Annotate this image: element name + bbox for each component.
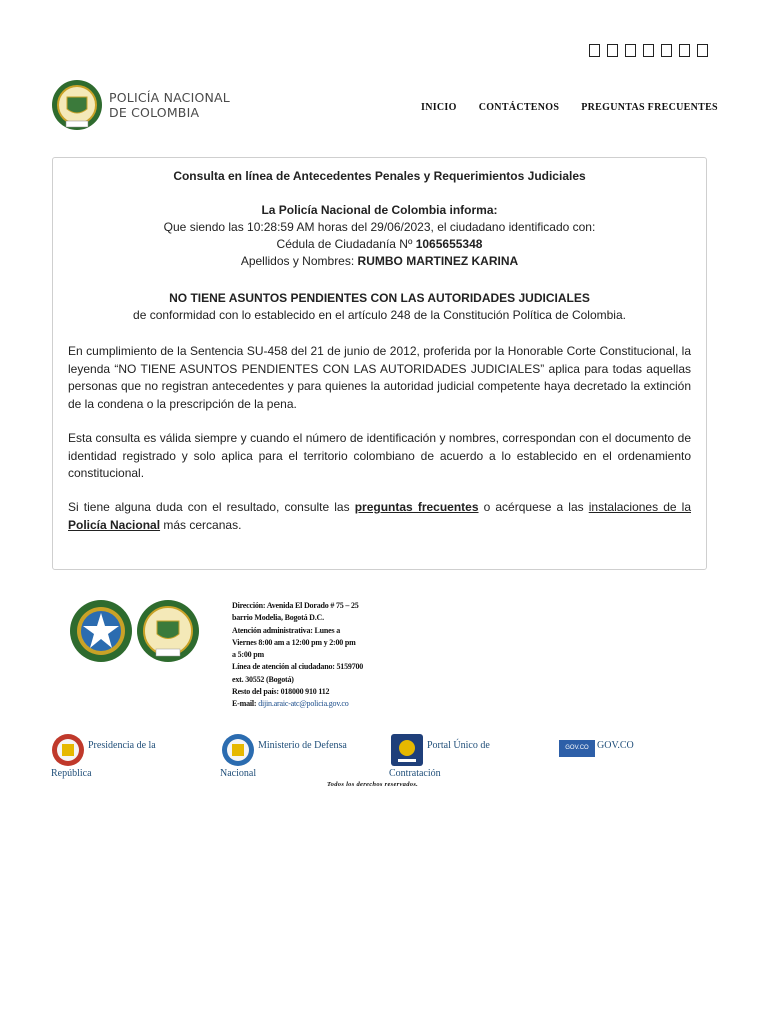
address-line: barrio Modelia, Bogotá D.C.: [232, 613, 324, 623]
missing-glyph-icon: [679, 44, 690, 57]
toolbar-glyphs: [589, 44, 708, 57]
mindefensa-label-1: Ministerio de Defensa: [258, 740, 347, 751]
para3-text-b: o acérquese a las: [478, 500, 589, 514]
footer-seals: [69, 599, 200, 663]
missing-glyph-icon: [661, 44, 672, 57]
id-number: 1065655348: [415, 237, 483, 251]
portal-label-1: Portal Único de: [427, 740, 490, 751]
missing-glyph-icon: [607, 44, 618, 57]
missing-glyph-icon: [643, 44, 654, 57]
nav-contactenos[interactable]: CONTÁCTENOS: [478, 102, 560, 113]
verdict-basis: de conformidad con lo establecido en el artículo 248 de la Constitución Política de Colombia.: [133, 308, 626, 322]
police-shield-seal-icon: [136, 599, 200, 663]
address-line: a 5:00 pm: [232, 650, 264, 660]
address-line: ext. 30552 (Bogotá): [232, 674, 294, 684]
presidencia-label-2: República: [51, 768, 92, 779]
missing-glyph-icon: [589, 44, 600, 57]
presidencia-seal-icon: [51, 733, 85, 767]
nav-inicio[interactable]: INICIO: [421, 102, 457, 113]
portal-contratacion-icon: [390, 733, 424, 767]
rights-reserved: Todos los derechos reservados.: [327, 781, 419, 788]
id-label: Cédula de Ciudadanía Nº: [276, 237, 416, 251]
address-line: Resto del país: 018000 910 112: [232, 687, 330, 697]
policia-nacional-link-text: Policía Nacional: [68, 517, 161, 532]
preguntas-frecuentes-link[interactable]: preguntas frecuentes: [354, 500, 479, 514]
result-title: Consulta en línea de Antecedentes Penales y Requerimientos Judiciales: [173, 169, 586, 183]
missing-glyph-icon: [625, 44, 636, 57]
informa-block: [53, 202, 706, 270]
paragraph-validez: Esta consulta es válida siempre y cuando el número de identificación y nombres, correspondan con el documento de identidad registrado y solo aplica para el territorio colombiano de acuerdo a lo establecido en el ordenamiento constitucional.: [68, 431, 691, 480]
presidencia-label-1: Presidencia de la: [88, 740, 156, 751]
informa-heading: La Policía Nacional de Colombia informa:: [261, 203, 498, 217]
address-line: Atención administrativa: Lunes a: [232, 625, 341, 635]
govco-label: GOV.CO: [597, 740, 634, 751]
paragraph-dudas: [68, 499, 691, 534]
para3-text-c: más cercanas.: [160, 517, 242, 532]
name-value: RUMBO MARTINEZ KARINA: [357, 254, 519, 268]
portal-label-2: Contratación: [389, 768, 441, 779]
instalaciones-link-text: instalaciones de la: [588, 500, 691, 514]
result-card: [52, 157, 707, 570]
contact-address: [232, 600, 377, 711]
dijin-star-seal-icon: [69, 599, 133, 663]
address-line: Dirección: Avenida El Dorado # 75 – 25: [232, 601, 359, 610]
verdict-text: NO TIENE ASUNTOS PENDIENTES CON LAS AUTORIDADES JUDICIALES: [169, 291, 590, 305]
name-label: Apellidos y Nombres:: [240, 254, 358, 268]
logo-line-2: DE COLOMBIA: [109, 105, 200, 120]
mindefensa-seal-icon: [221, 733, 255, 767]
email-link[interactable]: dijin.araic-atc@policia.gov.co: [258, 699, 349, 709]
para3-text-a: Si tiene alguna duda con el resultado, consulte las: [68, 500, 355, 514]
query-time-line: Que siendo las 10:28:59 AM horas del 29/06/2023, el ciudadano identificado con:: [163, 220, 596, 234]
nav-preguntas-frecuentes[interactable]: PREGUNTAS FRECUENTES: [581, 102, 718, 113]
police-logo[interactable]: [51, 77, 230, 133]
missing-glyph-icon: [697, 44, 708, 57]
main-nav: [421, 102, 718, 113]
verdict-block: [53, 290, 706, 324]
govco-logo-icon: GOV.CO: [559, 740, 595, 757]
mindefensa-label-2: Nacional: [220, 768, 257, 779]
address-line: Línea de atención al ciudadano: 5159700: [232, 662, 364, 672]
police-seal-icon: [51, 77, 103, 133]
paragraph-sentencia: En cumplimiento de la Sentencia SU-458 del 21 de junio de 2012, proferida por la Honorable Corte Constitucional, la leyenda “NO TIENE ASUNTOS PENDIENTES CON LAS AUTORIDADES JUDICIALES” aplica para todas aquellas personas que no registran antecedentes y para quienes la autoridad judicial competente haya decretado la extinción de la condena o la prescripción de la pena.: [68, 344, 691, 411]
logo-line-1: POLICÍA NACIONAL: [109, 90, 230, 105]
address-line: Viernes 8:00 am a 12:00 pm y 2:00 pm: [232, 637, 356, 647]
email-label: E-mail:: [232, 699, 259, 709]
